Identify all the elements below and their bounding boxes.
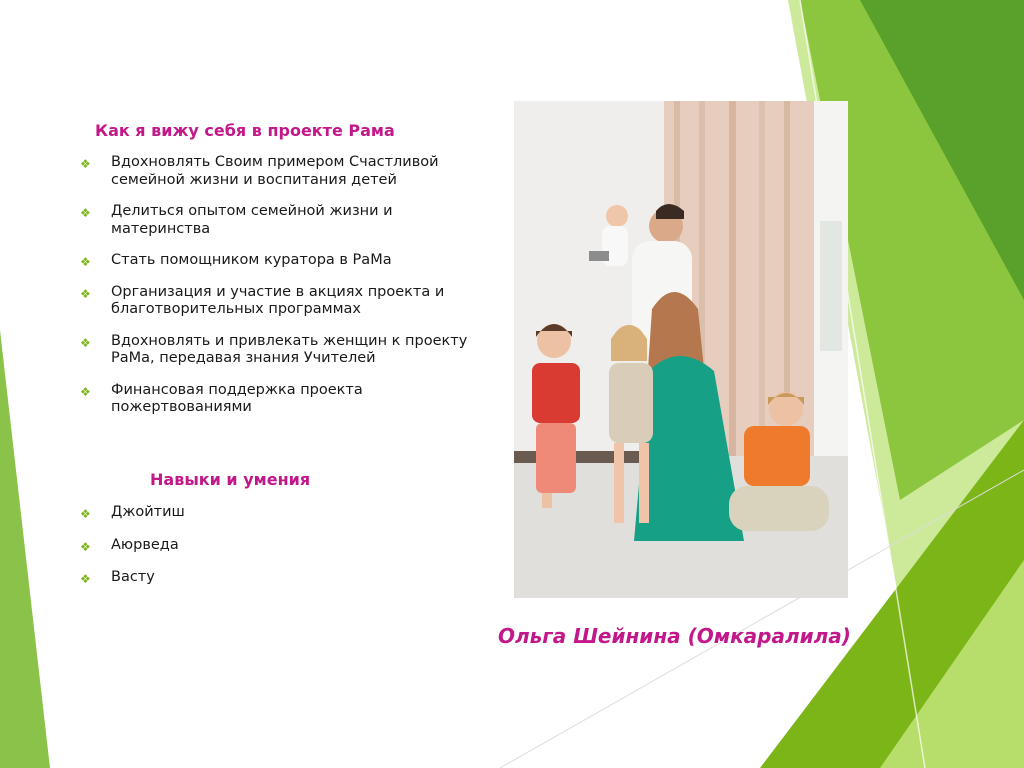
four-diamond-bullet-icon: ❖ xyxy=(80,157,91,171)
four-diamond-bullet-icon: ❖ xyxy=(80,507,91,521)
family-photo xyxy=(514,101,848,598)
list-item-text: Финансовая поддержка проекта пожертвованиями xyxy=(111,381,363,415)
list-item xyxy=(80,284,480,319)
vision-list xyxy=(80,154,480,431)
four-diamond-bullet-icon: ❖ xyxy=(80,384,91,399)
four-diamond-bullet-icon: ❖ xyxy=(80,572,91,586)
list-item-text: Делиться опытом семейной жизни и материнства xyxy=(111,203,393,237)
left-green-shape xyxy=(0,330,50,768)
list-item xyxy=(80,252,480,270)
four-diamond-bullet-icon: ❖ xyxy=(80,206,91,220)
red-shirt xyxy=(532,363,580,423)
list-item xyxy=(80,203,480,238)
list-item xyxy=(80,504,480,522)
list-item-text: Джойтиш xyxy=(111,504,185,520)
list-item-text: Аюрведа xyxy=(111,536,179,553)
four-diamond-bullet-icon: ❖ xyxy=(80,335,91,350)
list-item-text: Вдохновлять и привлекать женщин к проекту РаМа, передавая знания Учителей xyxy=(111,332,468,366)
skills-list xyxy=(80,504,480,602)
list-item xyxy=(80,154,480,189)
list-item-text: Вдохновлять Своим примером Счастливой семейной жизни и воспитания детей xyxy=(111,154,439,188)
section-heading-vision: Как я вижу себя в проекте Рама xyxy=(95,121,395,140)
list-item xyxy=(80,333,480,368)
list-item-text: Организация и участие в акциях проекта и благотворительных программах xyxy=(111,283,445,317)
four-diamond-bullet-icon: ❖ xyxy=(80,255,91,269)
list-item-text: Стать помощником куратора в РаМа xyxy=(111,252,392,268)
list-item xyxy=(80,537,480,555)
section-heading-skills: Навыки и умения xyxy=(150,470,311,489)
four-diamond-bullet-icon: ❖ xyxy=(80,539,91,554)
four-diamond-bullet-icon: ❖ xyxy=(80,286,91,301)
author-name: Ольга Шейнина (Омкаралила) xyxy=(498,624,851,648)
list-item xyxy=(80,382,480,417)
list-item-text: Васту xyxy=(111,569,155,585)
list-item xyxy=(80,569,480,587)
orange-shirt xyxy=(744,426,810,486)
